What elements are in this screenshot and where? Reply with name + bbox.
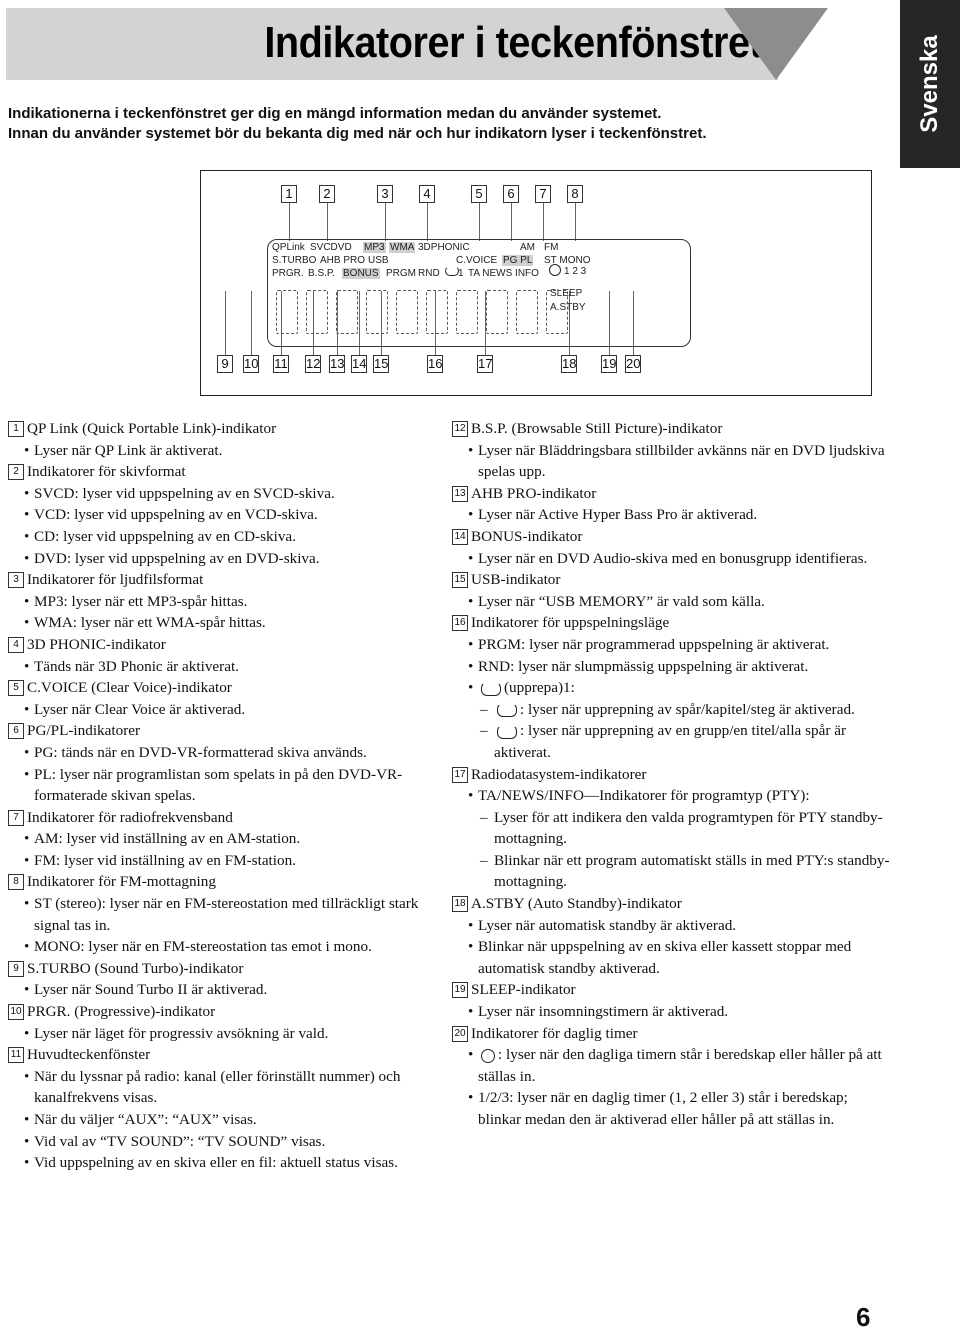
indicator-heading [8,461,438,483]
item-text: Lyser när Sound Turbo II är aktiverad. [34,981,268,999]
callout-number: 15 [374,356,389,371]
indicator-item [8,418,438,461]
indicator-item [452,569,892,612]
bullet-item [452,656,892,678]
item-text: (upprepa)1: [504,679,575,697]
indicator-item [8,1001,438,1044]
item-text: SVCD: lyser vid uppspelning av en SVCD-skiva. [34,484,335,502]
item-number-badge: 4 [8,637,24,653]
item-number-badge: 13 [452,486,468,502]
item-text: Lyser när “USB MEMORY” är vald som källa. [478,592,765,610]
clock-icon [546,264,564,276]
bullet-item [8,612,438,634]
lcd-digit [306,290,328,334]
indicator-title: PG/PL-indikatorer [27,722,141,740]
leader-line [327,203,328,241]
bullet-item [8,936,438,958]
indicator-title: BONUS-indikator [471,527,583,545]
item-text: : lyser när den dagliga timern står i beredskap eller håller på att ställas in. [478,1046,882,1085]
item-text: FM: lyser vid inställning av en FM-station. [34,851,296,869]
indicator-heading [8,720,438,742]
indicator-heading [8,958,438,980]
indicator-heading [452,1023,892,1045]
item-number-badge: 9 [8,961,24,977]
item-text: VCD: lyser vid uppspelning av en VCD-skiva. [34,506,318,524]
bullet-item [8,526,438,548]
item-text: Vid uppspelning av en skiva eller en fil: aktuell status visas. [34,1154,398,1172]
bullet-item [8,483,438,505]
indicator-heading [8,1044,438,1066]
bullet-item [8,1066,438,1109]
lcd-usb: USB [368,255,389,266]
display-diagram [200,170,872,396]
item-text: WMA: lyser när ett WMA-spår hittas. [34,614,266,632]
callout-number: 5 [471,185,487,203]
lcd-st-mono: ST MONO [544,255,591,266]
callout-number: 18 [562,356,577,371]
indicator-title: USB-indikator [471,571,561,589]
lcd-ahb-pro: AHB PRO [320,255,366,266]
lcd-digit [366,290,388,334]
lcd-mp3: MP3 [364,242,385,253]
item-text: Blinkar när uppspelning av en skiva eller kassett stoppar med automatisk standby aktiverad. [478,938,852,977]
indicator-heading [452,612,892,634]
lcd-disc-format: SVCDVD [310,242,352,253]
item-text: När du lyssnar på radio: kanal (eller förinställt nummer) och kanalfrekvens visas. [34,1067,401,1107]
lcd-digit [396,290,418,334]
item-text: PG: tänds när en DVD-VR-formatterad skiva används. [34,743,367,761]
indicator-item [8,1044,438,1174]
indicator-title: AHB PRO-indikator [471,484,597,502]
bullet-item [452,634,892,656]
indicator-heading [452,569,892,591]
item-number-badge: 12 [452,421,468,437]
lcd-cvoice: C.VOICE [456,255,498,266]
indicator-title: Indikatorer för radiofrekvensband [27,808,233,826]
bullet-item [8,591,438,613]
indicator-title: Radiodatasystem-indikatorer [471,765,647,783]
lcd-3dphonic: 3DPHONIC [418,242,470,253]
callout-number: 3 [377,185,393,203]
indicator-heading [8,418,438,440]
bullet-item [8,1109,438,1131]
item-text: : lyser när upprepning av en grupp/en titel/alla spår är aktiverat. [494,722,846,761]
bullet-item [452,504,892,526]
callout-number: 17 [478,356,493,371]
indicator-heading [8,569,438,591]
dash-item [452,850,892,893]
leader-line [479,203,480,241]
indicator-heading [8,871,438,893]
callout-number: 2 [319,185,335,203]
item-text: DVD: lyser vid uppspelning av en DVD-skiva. [34,549,320,567]
bullet-item [8,828,438,850]
item-text: Lyser när Bläddringsbara stillbilder avkänns när en DVD ljudskiva spelas upp. [478,441,885,481]
item-text: Lyser när en DVD Audio-skiva med en bonusgrupp identifieras. [478,549,868,567]
item-number-badge: 19 [452,982,468,998]
right-column [452,418,892,1131]
lcd-sturbo: S.TURBO [272,255,317,266]
bullet-item [452,677,892,699]
indicator-title: B.S.P. (Browsable Still Picture)-indikator [471,420,723,437]
item-number-badge: 8 [8,874,24,890]
leader-line [385,203,386,241]
item-number-badge: 6 [8,723,24,739]
callout-number: 4 [419,185,435,203]
language-tab [900,0,960,168]
bullet-item [452,548,892,570]
lcd-digit [456,290,478,334]
bullet-item [8,1023,438,1045]
lcd-digit [486,290,508,334]
indicator-item [452,526,892,569]
item-text: Tänds när 3D Phonic är aktiverat. [34,657,239,675]
item-text: Lyser när automatisk standby är aktiverad. [478,916,737,934]
lcd-qplink: QPLink [272,242,305,253]
indicator-item [452,483,892,526]
callout-number: 16 [428,356,443,371]
item-number-badge: 17 [452,767,468,783]
bullet-item [8,979,438,1001]
indicator-heading [452,418,892,440]
bullet-item [452,1044,892,1087]
callout-number: 19 [602,356,617,371]
repeat-icon [497,725,517,739]
item-text: PL: lyser när programlistan som spelats in på den DVD-VR-formaterade skivan spelas. [34,765,403,805]
item-number-badge: 14 [452,529,468,545]
bullet-item [452,1001,892,1023]
indicator-heading [8,677,438,699]
indicator-item [8,461,438,569]
callout-number: 12 [306,356,321,371]
indicator-heading [452,979,892,1001]
item-number-badge: 5 [8,680,24,696]
indicator-title: Indikatorer för daglig timer [471,1024,638,1042]
item-text: Lyser när Clear Voice är aktiverad. [34,700,246,718]
lcd-sleep: SLEEP [550,288,583,299]
indicator-item [452,893,892,979]
bullet-item [452,1087,892,1130]
indicator-item [8,569,438,634]
clock-icon [481,1049,495,1063]
lcd-digit [516,290,538,334]
item-text: : lyser när upprepning av spår/kapitel/steg är aktiverad. [520,700,855,718]
item-text: MONO: lyser när en FM-stereostation tas emot i mono. [34,938,372,956]
lcd-fm: FM [544,242,559,253]
lcd-repeat-one: 1 [458,268,464,279]
indicator-title: Indikatorer för skivformat [27,463,186,481]
bullet-item [8,504,438,526]
indicator-item [452,612,892,763]
intro-line-1: Indikationerna i teckenfönstret ger dig en mängd information medan du använder systemet. [8,105,662,122]
item-number-badge: 1 [8,421,24,437]
bullet-item [452,915,892,937]
item-number-badge: 3 [8,572,24,588]
item-text: MP3: lyser när ett MP3-spår hittas. [34,592,248,610]
bullet-item [8,699,438,721]
lcd-bonus: BONUS [343,268,379,279]
callout-number: 8 [567,185,583,203]
indicator-heading [8,807,438,829]
item-text: RND: lyser när slumpmässig uppspelning är aktiverat. [478,657,809,675]
item-text: ST (stereo): lyser när en FM-stereostation med tillräckligt stark signal tas in. [34,895,419,934]
indicator-item [8,677,438,720]
bullet-item [8,850,438,872]
lcd-digit [546,290,568,334]
callout-number: 10 [244,356,259,371]
item-text: Lyser när läget för progressiv avsökning är vald. [34,1024,329,1042]
intro-text [8,104,706,144]
callout-number: 1 [281,185,297,203]
page-title: Indikatorer i teckenfönstret [264,18,762,67]
lcd-prgm: PRGM [386,268,416,279]
bullet-item [8,548,438,570]
bullet-item [8,764,438,807]
item-text: 1/2/3: lyser när en daglig timer (1, 2 eller 3) står i beredskap; blinkar medan den är aktiverad eller håller på att ställas in. [478,1089,848,1128]
repeat-icon [481,682,501,696]
bullet-item [452,591,892,613]
lcd-ta-news-info: TA NEWS INFO [468,268,539,279]
indicator-title: Huvudteckenfönster [27,1046,151,1064]
item-number-badge: 20 [452,1026,468,1042]
bullet-item [452,440,892,483]
lcd-pg-pl: PG PL [503,255,533,266]
item-number-badge: 16 [452,615,468,631]
indicator-item [452,764,892,894]
item-text: Vid val av “TV SOUND”: “TV SOUND” visas. [34,1132,326,1150]
leader-line [289,203,290,241]
indicator-title: PRGR. (Progressive)-indikator [27,1003,216,1021]
indicator-item [8,720,438,806]
lcd-am: AM [520,242,535,253]
title-bar [6,8,778,80]
indicator-heading [452,526,892,548]
bullet-item [8,893,438,936]
indicator-title: A.STBY (Auto Standby)-indikator [471,895,682,913]
callout-number: 9 [217,355,233,373]
indicator-heading [452,893,892,915]
bullet-item [8,1131,438,1153]
leader-line [511,203,512,241]
indicator-heading [452,764,892,786]
bullet-item [452,785,892,807]
item-text: TA/NEWS/INFO—Indikatorer för programtyp (PTY): [478,787,810,805]
dash-item [452,720,892,763]
item-text: PRGM: lyser när programmerad uppspelning är aktiverat. [478,635,830,653]
indicator-title: Indikatorer för uppspelningsläge [471,614,670,632]
callout-number: 20 [626,356,641,371]
indicator-heading [8,1001,438,1023]
leader-line [251,291,252,355]
repeat-one-icon [497,703,517,717]
intro-line-2: Innan du använder systemet bör du bekanta dig med när och hur indikatorn lyser i teckenfönstret. [8,125,707,142]
page-number: 6 [856,1302,871,1332]
indicator-item [452,979,892,1022]
indicator-item [8,634,438,677]
item-number-badge: 7 [8,810,24,826]
indicator-title: SLEEP-indikator [471,981,576,999]
callout-number: 11 [274,356,288,371]
item-number-badge: 2 [8,464,24,480]
indicator-heading [452,483,892,505]
item-number-badge: 11 [8,1047,24,1063]
item-text: Lyser för att indikera den valda programtypen för PTY standby-mottagning. [494,808,883,848]
leader-line [427,203,428,241]
bullet-item [8,440,438,462]
indicator-title: Indikatorer för ljudfilsformat [27,571,204,589]
language-tab-label: Svenska [916,35,943,133]
lcd-display [267,239,691,347]
bullet-item [8,1152,438,1174]
indicator-heading [8,634,438,656]
leader-line [575,203,576,241]
callout-number: 6 [503,185,519,203]
item-number-badge: 15 [452,572,468,588]
indicator-title: 3D PHONIC-indikator [27,635,166,653]
item-text: Lyser när Active Hyper Bass Pro är aktiverad. [478,506,758,524]
indicator-item [8,807,438,872]
lcd-rnd: RND [418,268,440,279]
lcd-bsp: B.S.P. [308,268,336,279]
lcd-digit [276,290,298,334]
indicator-item [452,418,892,483]
leader-line [543,203,544,241]
indicator-item [8,958,438,1001]
dash-item [452,699,892,721]
indicator-item [8,871,438,957]
dash-item [452,807,892,850]
lcd-prgr: PRGR. [272,268,304,279]
lcd-digit [426,290,448,334]
indicator-item [452,1023,892,1131]
lcd-astby: A.STBY [550,302,586,313]
left-column [8,418,438,1174]
leader-line [225,291,226,355]
lcd-digit [336,290,358,334]
item-number-badge: 18 [452,896,468,912]
item-text: Lyser när QP Link är aktiverat. [34,441,223,459]
title-triangle-decoration [724,8,828,80]
callout-number: 14 [352,356,367,371]
bullet-item [452,936,892,979]
bullet-item [8,656,438,678]
lcd-timer-numbers: 1 2 3 [564,266,587,277]
item-number-badge: 10 [8,1004,24,1020]
item-text: Blinkar när ett program automatiskt ställs in med PTY:s standby-mottagning. [494,851,890,891]
indicator-title: QP Link (Quick Portable Link)-indikator [27,420,277,437]
callout-number: 13 [330,356,345,371]
bullet-item [8,742,438,764]
indicator-title: Indikatorer för FM-mottagning [27,873,216,891]
callout-number: 7 [535,185,551,203]
item-text: Lyser när insomningstimern är aktiverad. [478,1003,729,1021]
indicator-title: S.TURBO (Sound Turbo)-indikator [27,959,244,977]
main-character-display [276,290,568,336]
lcd-wma: WMA [390,242,415,253]
item-text: CD: lyser vid uppspelning av en CD-skiva. [34,527,296,545]
indicator-title: C.VOICE (Clear Voice)-indikator [27,679,232,697]
item-text: AM: lyser vid inställning av en AM-station. [34,830,301,848]
item-text: När du väljer “AUX”: “AUX” visas. [34,1111,257,1128]
